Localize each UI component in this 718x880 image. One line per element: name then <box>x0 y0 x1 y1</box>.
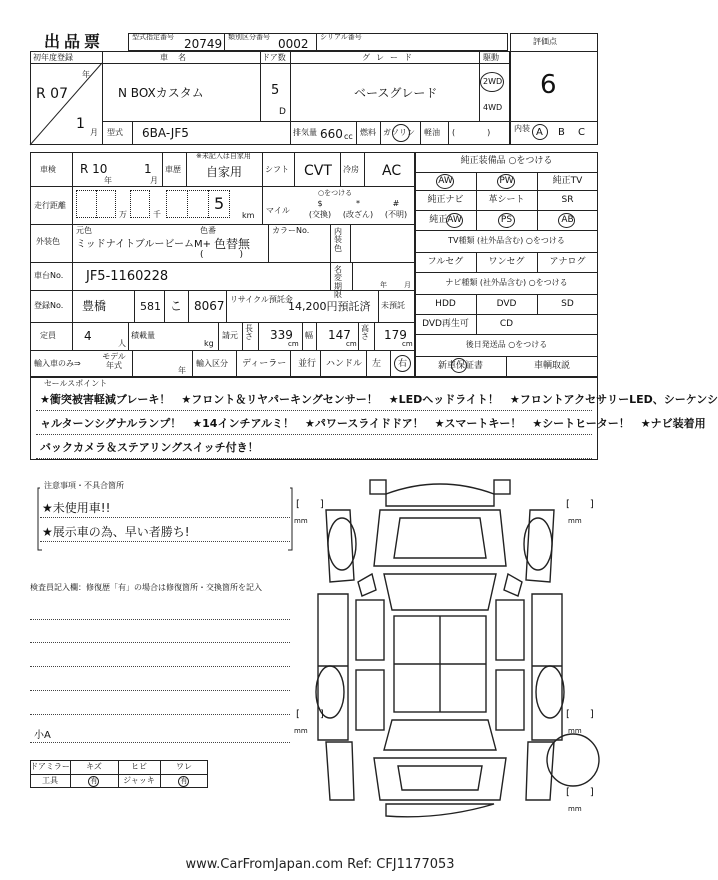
height-label: 高さ <box>361 324 369 342</box>
tv-type-title: TV種類 (社外品含む) ○をつける <box>448 236 565 245</box>
capacity-label: 定員 <box>40 331 56 340</box>
interior-b: B <box>558 127 565 138</box>
fuel-gasoline-circle <box>392 124 410 142</box>
exterior-color: ミッドナイトブルービームM+ <box>76 239 212 250</box>
navi-hdd: HDD <box>435 299 456 309</box>
history-label: 車歴 <box>165 165 181 174</box>
notes-frame <box>36 486 294 552</box>
sales-line-2: ャルターンシグナルランプ！ ★14インチアルミ！ ★パワースライドドア！ ★スマートキー！ ★シートヒーター！ ★ナビ装着用 <box>40 417 706 430</box>
diagram-bracket-spare: [ ] <box>566 787 594 798</box>
navi-type-title: ナビ種類 (社外品含む) ○をつける <box>445 278 568 287</box>
interior-c: C <box>578 127 585 138</box>
mileage-label: 走行距離 <box>34 201 66 210</box>
interior-a-circle <box>532 124 548 140</box>
diagram-bracket-rr: [ ] <box>566 709 594 720</box>
shift-label: シフト <box>265 165 289 174</box>
history-value: 自家用 <box>206 165 243 179</box>
shift-value: CVT <box>304 163 332 179</box>
navi-cd: CD <box>499 319 514 329</box>
car-diagram <box>290 470 610 820</box>
load-label: 積載量 <box>131 331 155 340</box>
import-class-label: 輸入区分 <box>196 359 228 368</box>
handle-right-circle <box>394 355 411 372</box>
color-no-label: カラーNo. <box>272 226 310 235</box>
later-shipment-title: 後日発送品 ○をつける <box>465 340 548 349</box>
drive-label: 駆動 <box>483 53 499 62</box>
note-line-1: ★未使用車!! <box>42 501 111 515</box>
navi-dvd: DVD <box>496 299 517 309</box>
equip-ps: PS <box>500 215 513 225</box>
plate-kana: こ <box>170 299 183 313</box>
interior-label: 内装 <box>514 124 530 133</box>
drive-2wd-circle <box>480 72 504 92</box>
length-value: 339 <box>270 328 293 342</box>
width-label: 幅 <box>305 331 313 340</box>
equip-leather: 革シート <box>488 195 525 205</box>
color-change: 色替無 <box>214 237 251 251</box>
legend-scratch: キズ <box>86 762 102 771</box>
shaken-month: 1 <box>144 162 152 176</box>
shaken-label: 車検 <box>40 165 56 174</box>
sales-line-1: ★衝突被害軽減ブレーキ！ ★フロント＆リヤパーキングセンサー！ ★LEDヘッドライト！ ★フロントアクセサリーLED、シーケンシ <box>40 393 718 406</box>
legend-door-mirror: ドアミラー <box>30 762 70 771</box>
plate-number: 8067 <box>194 299 225 313</box>
navi-sd: SD <box>561 299 574 309</box>
diagram-bracket-rl: [ ] <box>296 709 324 720</box>
fuel-gasoline: ガソリン <box>383 128 415 137</box>
legend-jack: ジャッキ <box>123 776 155 785</box>
handle-right: 右 <box>398 359 408 369</box>
width-value: 147 <box>328 328 351 342</box>
car-name-label: 車名 <box>160 53 196 62</box>
fuel-diesel: 軽油 <box>424 128 440 137</box>
plate-label: 登録No. <box>34 301 64 310</box>
grade-value: ベースグレード <box>354 86 438 100</box>
displacement-label: 排気量 <box>293 128 317 137</box>
equip-aw: AW <box>438 176 453 186</box>
recycle-label: リサイクル預託金 <box>230 295 293 304</box>
form-title: 出品票 <box>44 32 105 51</box>
interior-color-label: 内装色 <box>334 227 342 253</box>
watermark: www.CarFromJapan.com Ref: CFJ1177053 <box>185 857 455 872</box>
name-change-label: 名変期限 <box>334 265 342 300</box>
recycle-value: 14,200円預託済 <box>288 300 371 313</box>
shaken-value: R 10 <box>80 162 108 176</box>
capacity-value: 4 <box>84 329 92 343</box>
notes-label: 注意事項・不具合箇所 <box>44 481 124 490</box>
type-number: 20749 <box>184 37 223 51</box>
rating-label: 評価点 <box>533 37 557 46</box>
equip-std-tv: 純正TV <box>552 176 583 186</box>
equip-ab: AB <box>561 215 574 225</box>
import-label: 輸入車のみ⇒ <box>34 359 81 368</box>
sales-points-label: セールスポイント <box>44 379 108 388</box>
tv-oneseg: ワンセグ <box>488 257 525 267</box>
serial-label: シリアル番号 <box>320 33 362 41</box>
diagram-bracket-fr: [ ] <box>566 499 594 510</box>
type-number-label: 型式指定番号 <box>132 33 174 41</box>
model-label: 型式 <box>107 128 123 137</box>
inspector-note: 小A <box>34 730 51 741</box>
legend-crack: ヒビ <box>131 762 147 771</box>
import-parallel: 並行 <box>298 359 317 369</box>
legend-tools-mark: 有 <box>90 777 98 785</box>
first-reg-label: 初年度登録 <box>33 53 73 62</box>
ac-label: 冷房 <box>343 165 359 174</box>
exterior-color-label: 外装色 <box>36 237 60 246</box>
rating-value: 6 <box>540 70 557 100</box>
height-value: 179 <box>384 328 407 342</box>
equip-std-navi: 純正ナビ <box>427 195 464 205</box>
model-value: 6BA-JF5 <box>142 126 189 140</box>
chassis-label: 車台No. <box>34 271 64 280</box>
model-year-label: モデル年式 <box>102 352 126 370</box>
later-manual: 車輌取説 <box>533 361 570 371</box>
note-line-2: ★展示車の為、早い者勝ち! <box>42 525 190 539</box>
handle-left: 左 <box>372 359 382 369</box>
class-number: 0002 <box>278 37 309 51</box>
ac-value: AC <box>382 163 402 179</box>
class-number-label: 類別区分番号 <box>228 33 270 41</box>
equip-std-aw: 純正AW <box>429 215 462 225</box>
diagram-bracket-fl: [ ] <box>296 499 324 510</box>
doors-label: ドア数 <box>262 53 286 62</box>
drive-2wd: 2WD <box>483 77 503 86</box>
displacement-value: 660 <box>320 127 343 141</box>
legend-chip: ワレ <box>176 762 192 771</box>
car-name: N BOXカスタム <box>118 86 204 100</box>
std-equipment-title: 純正装備品 ○をつける <box>460 156 553 166</box>
import-dealer: ディーラー <box>242 359 287 369</box>
mile-label: マイル <box>266 206 290 215</box>
mileage-value: 5 <box>214 194 225 213</box>
grade-label: グレード <box>362 53 418 62</box>
fuel-label: 燃料 <box>360 128 376 137</box>
plate-class: 581 <box>140 300 161 313</box>
sales-line-3: バックカメラ＆ステアリングスイッチ付き！ <box>40 441 259 454</box>
later-warranty: 新車保証書 <box>437 361 483 371</box>
recycle-none: 未預託 <box>381 301 405 310</box>
equip-sr: SR <box>561 195 574 205</box>
navi-dvd-play: DVD再生可 <box>422 319 469 329</box>
first-reg-year: R 07 <box>36 86 68 102</box>
legend-jack-mark: 有 <box>180 777 188 785</box>
inspect-label: 請元 <box>222 331 238 340</box>
inspector-label: 検査員記入欄：修復歴「有」の場合は修復箇所・交換箇所を記入 <box>30 583 262 592</box>
equip-pw: PW <box>499 176 514 186</box>
handle-label: ハンドル <box>326 359 363 369</box>
length-label: 長さ <box>245 324 253 342</box>
doors-value: 5 <box>271 83 280 98</box>
tv-fullseg: フルセグ <box>427 257 464 267</box>
chassis-value: JF5-1160228 <box>86 269 169 284</box>
plate-area: 豊橋 <box>82 299 107 313</box>
interior-a: A <box>536 127 543 138</box>
tv-analog: アナログ <box>549 257 586 267</box>
legend-tools: 工具 <box>42 776 58 785</box>
first-reg-month: 1 <box>76 116 85 132</box>
drive-4wd: 4WD <box>483 103 503 112</box>
